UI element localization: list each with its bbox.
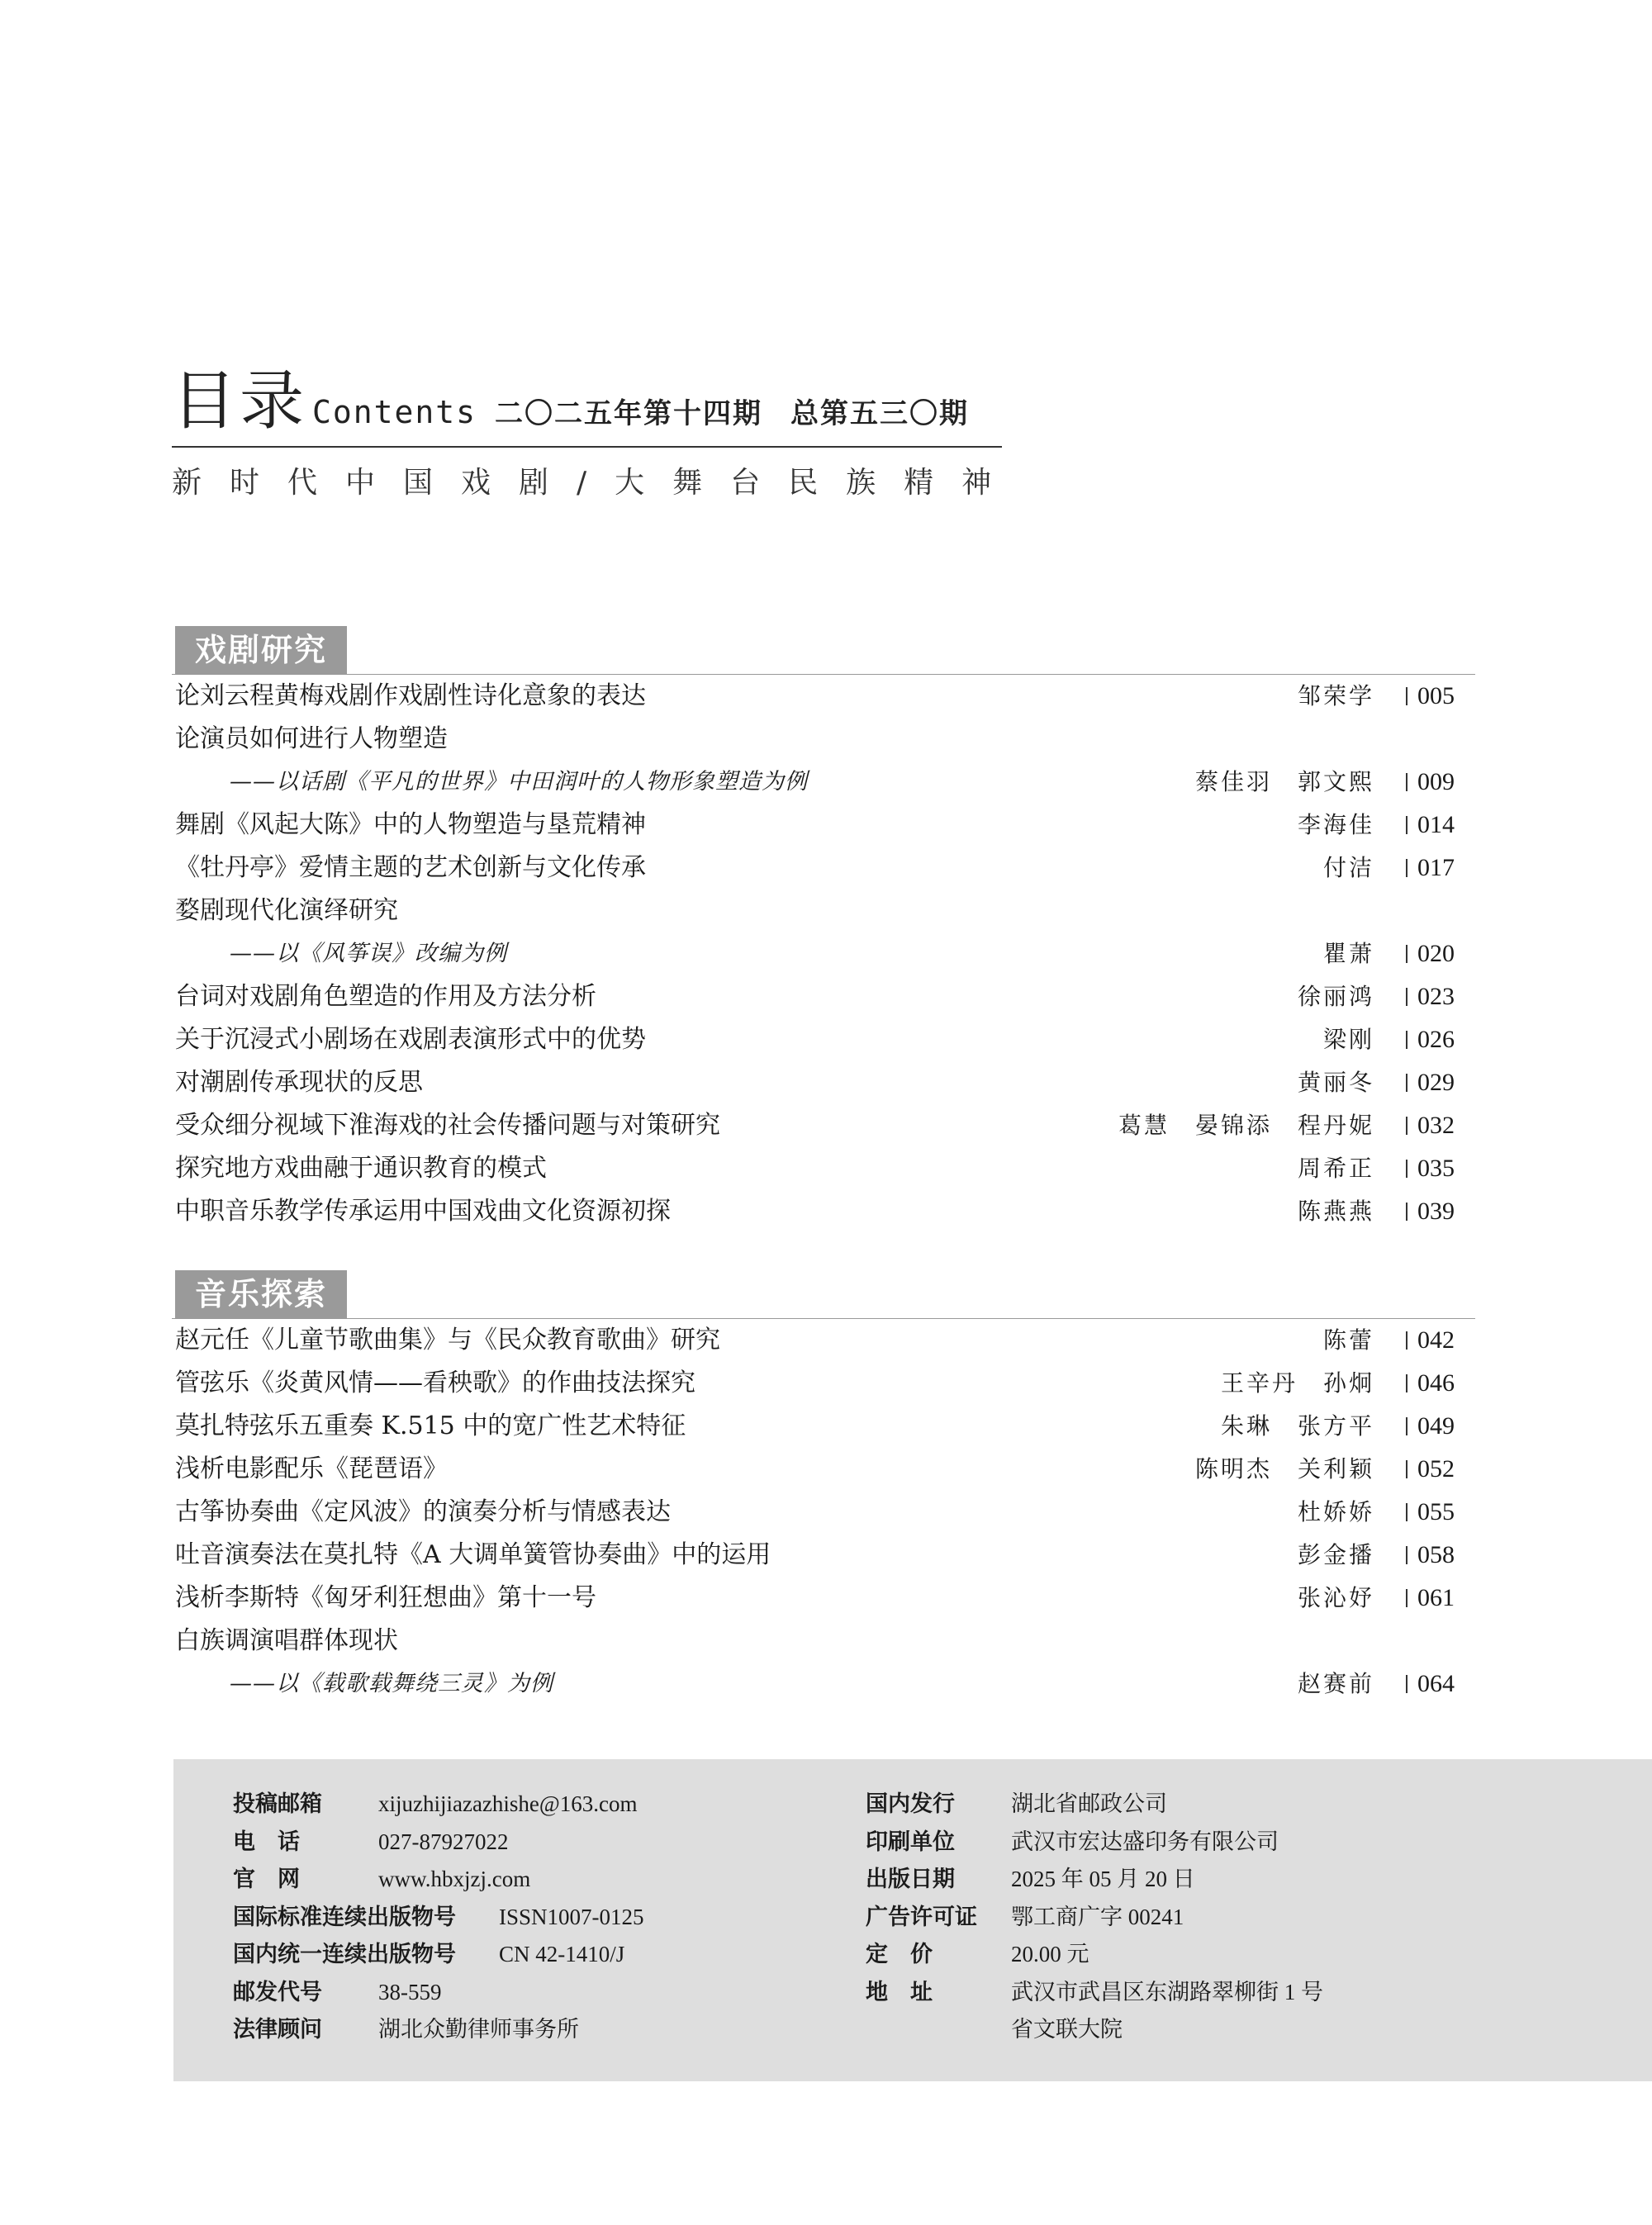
info-value: 027-87927022 [378, 1829, 509, 1854]
title-row [172, 363, 1002, 439]
toc-entry-page [1406, 975, 1475, 1018]
toc-entry-title: 关于沉浸式小剧场在戏剧表演形式中的优势 [175, 1025, 646, 1054]
section-header [172, 1265, 1475, 1319]
page-separator-bar [1406, 988, 1408, 1006]
toc-entry-title: 浅析电影配乐《琵琶语》 [175, 1454, 448, 1483]
toc-entry[interactable] [172, 847, 1475, 890]
page-separator-bar [1406, 1160, 1408, 1178]
info-label: 官网 [233, 1867, 322, 1892]
issue-number: 二〇二五年第十四期 [495, 397, 763, 430]
info-value: 20.00 元 [1011, 1942, 1089, 1966]
toc-entry-author: 王辛丹 孙炯 [1220, 1369, 1374, 1397]
toc-entry-page [1406, 761, 1475, 804]
toc-entry-title: 论刘云程黄梅戏剧作戏剧性诗化意象的表达 [175, 681, 646, 710]
info-label: 国内统一连续出版物号 [233, 1942, 456, 1967]
info-value: 武汉市武昌区东湖路翠柳街 1 号 [1011, 1979, 1323, 2004]
toc-entry-title: 白族调演唱群体现状 [175, 1626, 398, 1655]
page-number: 061 [1417, 1584, 1455, 1611]
section-tag: 戏剧研究 [175, 626, 347, 674]
page-number: 026 [1417, 1026, 1455, 1053]
toc-entry-title: 婺剧现代化演绎研究 [175, 896, 398, 925]
info-value: 省文联大院 [1011, 2017, 1123, 2042]
page-separator-bar [1406, 773, 1408, 791]
toc-entry[interactable] [172, 804, 1475, 847]
page-separator-bar [1406, 1546, 1408, 1564]
toc-entry-author: 徐丽鸿 [1297, 983, 1374, 1010]
toc-entry-title: 中职音乐教学传承运用中国戏曲文化资源初探 [175, 1197, 671, 1226]
page-number: 020 [1417, 940, 1455, 967]
page-separator-bar [1406, 1503, 1408, 1521]
section-music-exploration [172, 1265, 1475, 1706]
toc-entry-author: 付洁 [1322, 854, 1374, 881]
publication-info-box [173, 1759, 1652, 2081]
page-separator-bar [1406, 859, 1408, 877]
toc-entry-title: 探究地方戏曲融于通识教育的模式 [175, 1154, 547, 1183]
toc-entry-title: 台词对戏剧角色塑造的作用及方法分析 [175, 982, 596, 1011]
toc-entry-author: 黄丽冬 [1297, 1069, 1374, 1096]
toc-entry[interactable] [172, 1448, 1475, 1491]
toc-entry[interactable] [172, 932, 1475, 975]
page-number: 023 [1417, 983, 1455, 1010]
info-label: 邮发代号 [233, 1979, 322, 2005]
toc-entry-page [1406, 1663, 1475, 1706]
header-divider [172, 446, 1002, 448]
toc-entry-author: 杜娇娇 [1297, 1498, 1374, 1525]
page-number: 029 [1417, 1069, 1455, 1096]
toc-entry[interactable] [172, 1104, 1475, 1147]
info-value: 38-559 [378, 1979, 442, 2004]
info-value: 武汉市宏达盛印务有限公司 [1011, 1829, 1279, 1854]
section-tag: 音乐探索 [175, 1270, 347, 1318]
toc-entry[interactable] [172, 1491, 1475, 1534]
toc-entry-author: 周希正 [1297, 1155, 1374, 1182]
toc-entry-page [1406, 804, 1475, 847]
toc-entry-page [1406, 1147, 1475, 1190]
toc-entry[interactable] [172, 1534, 1475, 1577]
page-separator-bar [1406, 1675, 1408, 1693]
toc-entry-author: 蔡佳羽 郭文熙 [1194, 768, 1374, 795]
toc-entry[interactable] [172, 1018, 1475, 1061]
toc-entry-title: 赵元任《儿童节歌曲集》与《民众教育歌曲》研究 [175, 1326, 720, 1354]
info-value: 2025 年 05 月 20 日 [1011, 1867, 1195, 1891]
toc-entry-author: 梁刚 [1322, 1026, 1374, 1053]
toc-entry-subtitle: ——以话剧《平凡的世界》中田润叶的人物形象塑造为例 [230, 769, 808, 795]
page-number: 005 [1417, 682, 1455, 709]
toc-entry-author: 陈燕燕 [1297, 1198, 1374, 1225]
toc-entry-title: 舞剧《风起大陈》中的人物塑造与垦荒精神 [175, 810, 646, 839]
total-issue-number: 总第五三〇期 [790, 397, 970, 430]
page-separator-bar [1406, 1374, 1408, 1392]
toc-entry[interactable] [172, 975, 1475, 1018]
toc-entry-title: 莫扎特弦乐五重奏 K.515 中的宽广性艺术特征 [175, 1411, 686, 1440]
info-label: 电话 [233, 1829, 322, 1855]
page-separator-bar [1406, 816, 1408, 834]
toc-entry-title: 古筝协奏曲《定风波》的演奏分析与情感表达 [175, 1497, 671, 1526]
toc-entry-author: 张沁妤 [1297, 1584, 1374, 1611]
toc-entry[interactable] [172, 1620, 1475, 1663]
info-label: 国内发行 [866, 1791, 955, 1817]
toc-entry-page [1406, 675, 1475, 718]
toc-entry-title: 管弦乐《炎黄风情——看秧歌》的作曲技法探究 [175, 1369, 695, 1397]
info-value: CN 42-1410/J [499, 1942, 625, 1966]
toc-entry[interactable] [172, 1663, 1475, 1706]
toc-entry-page [1406, 1319, 1475, 1362]
toc-entry[interactable] [172, 1577, 1475, 1620]
toc-entry-page [1406, 1104, 1475, 1147]
toc-entry-page [1406, 1018, 1475, 1061]
page-separator-bar [1406, 1203, 1408, 1221]
page-number: 058 [1417, 1541, 1455, 1568]
toc-list [172, 675, 1475, 1233]
page-number: 009 [1417, 768, 1455, 795]
toc-entry-page [1406, 1405, 1475, 1448]
toc-entry-author: 赵赛前 [1297, 1670, 1374, 1697]
toc-entry-page [1406, 847, 1475, 890]
toc-entry-title: 论演员如何进行人物塑造 [175, 724, 448, 753]
toc-entry-page [1406, 1577, 1475, 1620]
info-label: 国际标准连续出版物号 [233, 1904, 456, 1930]
toc-entry-page [1406, 1534, 1475, 1577]
toc-entry-title: 《牡丹亭》爱情主题的艺术创新与文化传承 [175, 853, 646, 882]
info-label: 法律顾问 [233, 2017, 322, 2042]
toc-entry-title: 对潮剧传承现状的反思 [175, 1068, 423, 1097]
toc-entry-author: 李海佳 [1297, 811, 1374, 838]
info-label: 广告许可证 [866, 1904, 977, 1930]
page-number: 035 [1417, 1155, 1455, 1182]
page-number: 046 [1417, 1369, 1455, 1397]
toc-entry-page [1406, 1061, 1475, 1104]
toc-entry-title: 浅析李斯特《匈牙利狂想曲》第十一号 [175, 1583, 596, 1612]
info-label: 定价 [866, 1942, 955, 1967]
toc-entry-author: 彭金播 [1297, 1541, 1374, 1568]
info-label: 出版日期 [866, 1867, 955, 1892]
toc-entry[interactable] [172, 1061, 1475, 1104]
section-drama-research [172, 621, 1475, 1233]
page-separator-bar [1406, 1074, 1408, 1092]
info-value: 湖北省邮政公司 [1011, 1791, 1167, 1816]
toc-entry-page [1406, 1491, 1475, 1534]
toc-entry-title: 受众细分视域下淮海戏的社会传播问题与对策研究 [175, 1111, 720, 1140]
toc-entry[interactable] [172, 1147, 1475, 1190]
toc-entry-page [1406, 1190, 1475, 1233]
toc-entry-author: 朱琳 张方平 [1220, 1412, 1374, 1440]
toc-header [172, 363, 1020, 501]
page-separator-bar [1406, 945, 1408, 963]
page-separator-bar [1406, 1031, 1408, 1049]
info-value: 鄂工商广字 00241 [1011, 1904, 1184, 1929]
toc-entry[interactable] [172, 1405, 1475, 1448]
toc-entry[interactable] [172, 1362, 1475, 1405]
info-value: www.hbxjzj.com [378, 1867, 531, 1891]
toc-entry-author: 葛慧 晏锦添 程丹妮 [1118, 1112, 1374, 1139]
page-separator-bar [1406, 687, 1408, 705]
page-separator-bar [1406, 1331, 1408, 1350]
toc-entry-author: 陈蕾 [1322, 1326, 1374, 1354]
page-title: 目录 [172, 364, 308, 439]
page-number: 052 [1417, 1455, 1455, 1483]
page-number: 039 [1417, 1198, 1455, 1225]
info-label: 地址 [866, 1979, 955, 2005]
toc-entry[interactable] [172, 1190, 1475, 1233]
toc-entry-page [1406, 932, 1475, 975]
info-label: 投稿邮箱 [233, 1791, 322, 1817]
toc-entry-author: 陈明杰 关利颖 [1194, 1455, 1374, 1483]
info-value: xijuzhijiazazhishe@163.com [378, 1791, 638, 1816]
page-separator-bar [1406, 1417, 1408, 1435]
info-label: 印刷单位 [866, 1829, 955, 1855]
toc-entry-author: 邹荣学 [1297, 682, 1374, 709]
toc-entry-page [1406, 1448, 1475, 1491]
page-number: 055 [1417, 1498, 1455, 1525]
toc-entry[interactable] [172, 675, 1475, 718]
page-number: 042 [1417, 1326, 1455, 1354]
info-value: ISSN1007-0125 [499, 1904, 644, 1929]
info-value: 湖北众勤律师事务所 [378, 2017, 579, 2042]
toc-entry[interactable] [172, 1319, 1475, 1362]
page-separator-bar [1406, 1460, 1408, 1478]
slogan: 新时代中国戏剧/大舞台民族精神 [172, 466, 1020, 500]
toc-entry-author: 瞿萧 [1322, 940, 1374, 967]
page-number: 017 [1417, 854, 1455, 881]
toc-entry[interactable] [172, 718, 1475, 761]
page-number: 064 [1417, 1670, 1455, 1697]
toc-entry-page [1406, 1362, 1475, 1405]
page-separator-bar [1406, 1117, 1408, 1135]
section-header [172, 621, 1475, 675]
page-number: 014 [1417, 811, 1455, 838]
toc-list [172, 1319, 1475, 1706]
toc-entry-title: 吐音演奏法在莫扎特《A 大调单簧管协奏曲》中的运用 [175, 1540, 771, 1569]
page-number: 049 [1417, 1412, 1455, 1440]
page-title-english: Contents [312, 394, 477, 430]
toc-entry[interactable] [172, 890, 1475, 932]
toc-entry-subtitle: ——以《风筝误》改编为例 [230, 941, 507, 966]
page-separator-bar [1406, 1589, 1408, 1607]
toc-entry-subtitle: ——以《载歌载舞绕三灵》为例 [230, 1671, 553, 1696]
toc-entry[interactable] [172, 761, 1475, 804]
page-number: 032 [1417, 1112, 1455, 1139]
